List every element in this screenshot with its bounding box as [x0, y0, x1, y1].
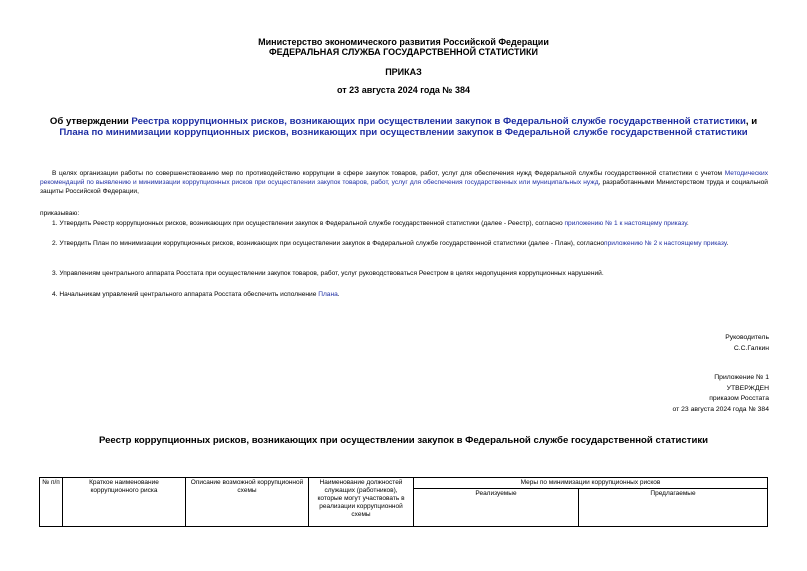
ministry-name: Министерство экономического развития Российской Федерации [258, 37, 549, 47]
title-prefix: Об утверждении [49, 116, 132, 127]
p4-text: 4. Начальникам управлений центрального аппарата Росстата обеспечить исполнение [52, 291, 319, 298]
registry-title: Реестр коррупционных рисков, возникающих при осуществлении закупок в Федеральной службе государственной статистики [98, 435, 709, 446]
plan-title-link[interactable]: Плана по минимизации коррупционных рисков, возникающих при осуществлении закупок в Федеральной службе государственной статистики [59, 127, 748, 138]
doc-type: ПРИКАЗ [385, 67, 422, 77]
signature-position: Руководитель [725, 334, 769, 341]
document-title [40, 116, 767, 138]
signature-name: С.С.Галкин [733, 344, 769, 352]
document-header [0, 37, 807, 95]
paragraph-4 [40, 290, 768, 299]
appendix-approved: УТВЕРЖДЕН [726, 384, 769, 392]
col-proposed: Предлагаемые [579, 489, 768, 527]
order-word: приказываю: [40, 210, 80, 217]
signature-block [725, 333, 769, 354]
intro-end: , разработанными Министерством труда и социальной защиты Российской Федерации, [40, 179, 768, 195]
plan-link[interactable]: Плана [318, 291, 338, 298]
col-short-name: Краткое наименование коррупционного риска [63, 478, 186, 527]
col-scheme: Описание возможной коррупционной схемы [186, 478, 309, 527]
methodical-recommendations-link[interactable]: Методических рекомендаций по выявлению и минимизации коррупционных рисков при осуществлении закупок товаров, работ, услуг для обеспечения государственных или муниципальных нужд [40, 170, 768, 186]
title-middle: , и [745, 116, 758, 127]
p1-end: . [686, 220, 689, 227]
paragraph-1 [40, 219, 768, 228]
p2-text: 2. Утвердить План по минимизации коррупционных рисков, возникающих при осуществлении закупок в Федеральной службе государственной статистики (далее - План), согласно [52, 240, 605, 247]
appendix-1-link[interactable]: приложению № 1 к настоящему приказу [564, 220, 687, 227]
paragraph-3: 3. Управлениям центрального аппарата Росстата при осуществлении закупок товаров, работ, услуг руководствоваться Реестром в целях недопущения коррупционных нарушений. [52, 270, 604, 277]
intro-paragraph [40, 169, 768, 196]
col-implemented: Реализуемые [414, 489, 579, 527]
table-header-row [40, 478, 768, 489]
doc-date-number: от 23 августа 2024 года № 384 [337, 85, 470, 95]
appendix-block [672, 373, 769, 415]
paragraph-2 [40, 239, 768, 248]
appendix-date: от 23 августа 2024 года № 384 [672, 405, 769, 413]
appendix-label: Приложение № 1 [714, 374, 769, 381]
col-measures: Меры по минимизации коррупционных рисков [414, 478, 768, 489]
registry-table [39, 477, 768, 527]
p4-end: . [337, 291, 340, 298]
col-positions: Наименование должностей служащих (работников), которые могут участвовать в реализации коррупционной схемы [309, 478, 414, 527]
p2-end: . [726, 240, 729, 247]
appendix-2-link[interactable]: приложению № 2 к настоящему приказу [604, 240, 727, 247]
appendix-by-order: приказом Росстата [709, 395, 769, 402]
intro-start: В целях организации работы по совершенствованию мер по противодействию коррупции в сфере закупок товаров, работ, услуг для обеспечения нужд Федеральной службы государственной статистики с учетом [52, 170, 725, 177]
registry-title-link[interactable]: Реестра коррупционных рисков, возникающих при осуществлении закупок в Федеральной службе государственной статистики [131, 116, 746, 127]
col-number: № п/п [40, 478, 63, 527]
p1-text: 1. Утвердить Реестр коррупционных рисков, возникающих при осуществлении закупок в Федеральной службе государственной статистики (далее - Реестр), согласно [52, 220, 565, 227]
service-name: ФЕДЕРАЛЬНАЯ СЛУЖБА ГОСУДАРСТВЕННОЙ СТАТИСТИКИ [269, 47, 538, 57]
